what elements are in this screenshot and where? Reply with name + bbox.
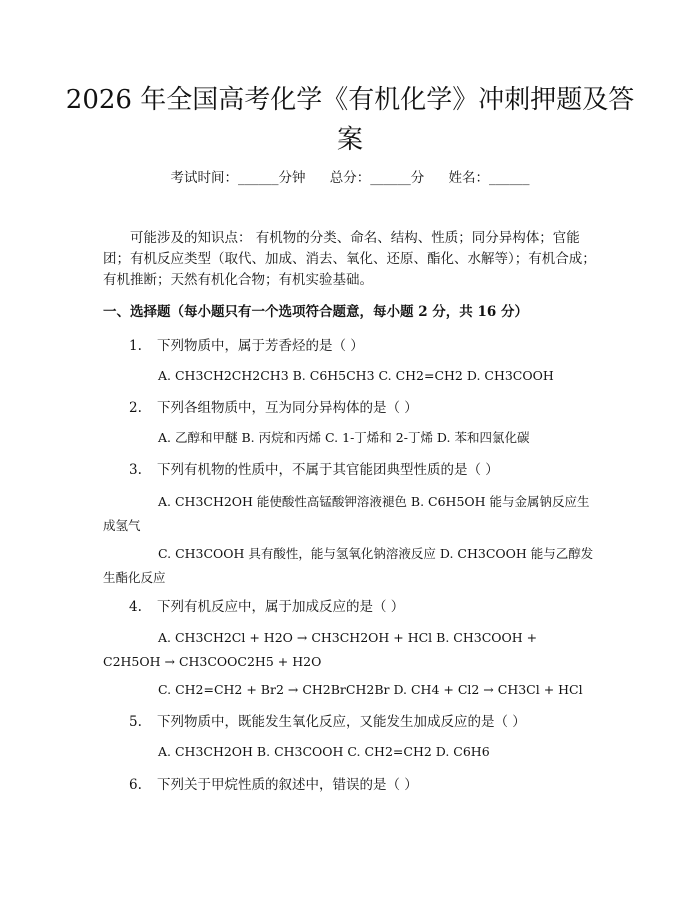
question-number: 1. [129,338,142,354]
question-text: 下列关于甲烷性质的叙述中，错误的是（ ） [157,777,418,793]
question-number: 5. [129,714,142,730]
question-text: 下列各组物质中，互为同分异构体的是（ ） [157,400,418,416]
exam-name: 姓名：______ [448,170,530,186]
exam-meta [0,168,700,188]
question-3-options-ab: A. CH3CH2OH 能使酸性高锰酸钾溶液褪色 B. C6H5OH 能与金属钠反应生成氢气 [103,494,590,533]
question-4 [129,597,597,617]
question-number: 2. [129,400,142,416]
question-5 [129,712,597,732]
question-number: 6. [129,777,142,793]
question-5-options: A. CH3CH2OH B. CH3COOH C. CH2=CH2 D. C6H6 [158,744,490,759]
question-4-options-ab: A. CH3CH2Cl + H2O → CH3CH2OH + HCl B. CH3COOH + C2H5OH → CH3COOC2H5 + H2O [103,630,538,669]
question-number: 3. [129,462,142,478]
knowledge-points: 可能涉及的知识点： 有机物的分类、命名、结构、性质；同分异构体；官能团；有机反应类型（取代、加成、消去、氧化、还原、酯化、水解等）；有机合成；有机推断；天然有机化合物；有机实验基础。 [103,230,596,288]
question-3 [129,460,597,480]
exam-time: 考试时间：______分钟 [170,170,306,186]
question-2 [129,398,597,418]
question-text: 下列有机物的性质中，不属于其官能团典型性质的是（ ） [157,462,499,478]
question-2-options: A. 乙醇和甲醚 B. 丙烷和丙烯 C. 1-丁烯和 2-丁烯 D. 苯和四氯化碳 [158,430,530,445]
exam-score: 总分：______分 [329,170,425,186]
question-1 [129,336,597,356]
question-number: 4. [129,599,142,615]
section-heading: 一、选择题（每小题只有一个选项符合题意，每小题 2 分，共 16 分） [103,304,528,320]
question-text: 下列物质中，既能发生氧化反应，又能发生加成反应的是（ ） [157,714,526,730]
page-title: 2026 年全国高考化学《有机化学》冲刺押题及答案 [65,85,635,155]
question-text: 下列物质中，属于芳香烃的是（ ） [157,338,364,354]
question-1-options: A. CH3CH2CH2CH3 B. C6H5CH3 C. CH2=CH2 D. CH3COOH [158,368,554,383]
question-text: 下列有机反应中，属于加成反应的是（ ） [157,599,405,615]
question-4-options-cd: C. CH2=CH2 + Br2 → CH2BrCH2Br D. CH4 + Cl2 → CH3Cl + HCl [158,682,583,697]
question-3-options-cd: C. CH3COOH 具有酸性，能与氢氧化钠溶液反应 D. CH3COOH 能与乙醇发生酯化反应 [103,546,594,585]
question-6 [129,775,597,795]
